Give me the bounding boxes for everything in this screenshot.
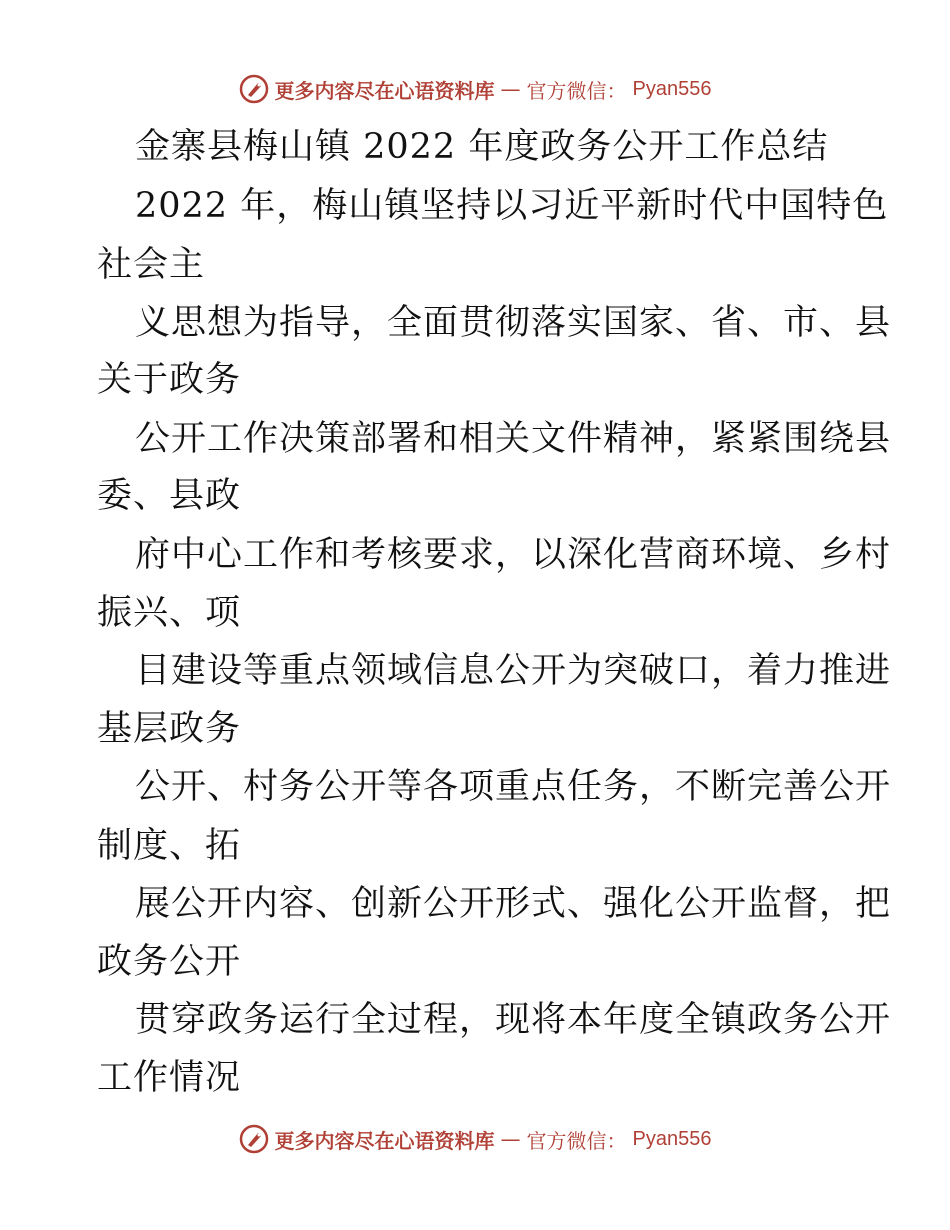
body-line: 振兴、项 <box>97 593 242 633</box>
banner-wechat-id: Pyan556 <box>632 77 712 100</box>
body-line: 制度、拓 <box>97 826 242 866</box>
body-line: 义思想为指导，全面贯彻落实国家、省、市、县 <box>135 303 892 343</box>
body-line: 目建设等重点领域信息公开为突破口，着力推进 <box>135 651 892 691</box>
body-line: 府中心工作和考核要求，以深化营商环境、乡村 <box>135 535 892 575</box>
document-title: 金寨县梅山镇 2022 年度政务公开工作总结 <box>135 127 829 167</box>
body-line: 公开工作决策部署和相关文件精神，紧紧围绕县 <box>135 419 892 459</box>
pen-nib-logo-icon <box>239 74 269 104</box>
body-line: 工作情况 <box>97 1058 242 1098</box>
body-line: 社会主 <box>97 245 206 285</box>
body-line: 政务公开 <box>97 942 242 982</box>
banner-brand-text: 更多内容尽在心语资料库 <box>274 1128 495 1153</box>
body-line: 2022 年，梅山镇坚持以习近平新时代中国特色 <box>135 186 889 226</box>
body-line: 贯穿政务运行全过程，现将本年度全镇政务公开 <box>135 1000 892 1040</box>
pen-nib-logo-icon <box>239 1124 269 1154</box>
footer-banner <box>0 1124 950 1154</box>
body-line: 委、县政 <box>97 476 242 516</box>
banner-brand-text: 更多内容尽在心语资料库 <box>274 78 495 103</box>
body-line: 关于政务 <box>97 360 242 400</box>
banner-separator: — <box>500 1127 521 1151</box>
header-banner <box>0 74 950 104</box>
banner-wechat-label: 官方微信： <box>526 1128 627 1153</box>
banner-wechat-id: Pyan556 <box>632 1127 712 1150</box>
banner-wechat-label: 官方微信： <box>526 78 627 103</box>
banner-separator: — <box>500 77 521 101</box>
body-line: 基层政务 <box>97 709 242 749</box>
body-line: 公开、村务公开等各项重点任务，不断完善公开 <box>135 767 892 807</box>
body-line: 展公开内容、创新公开形式、强化公开监督，把 <box>135 884 892 924</box>
